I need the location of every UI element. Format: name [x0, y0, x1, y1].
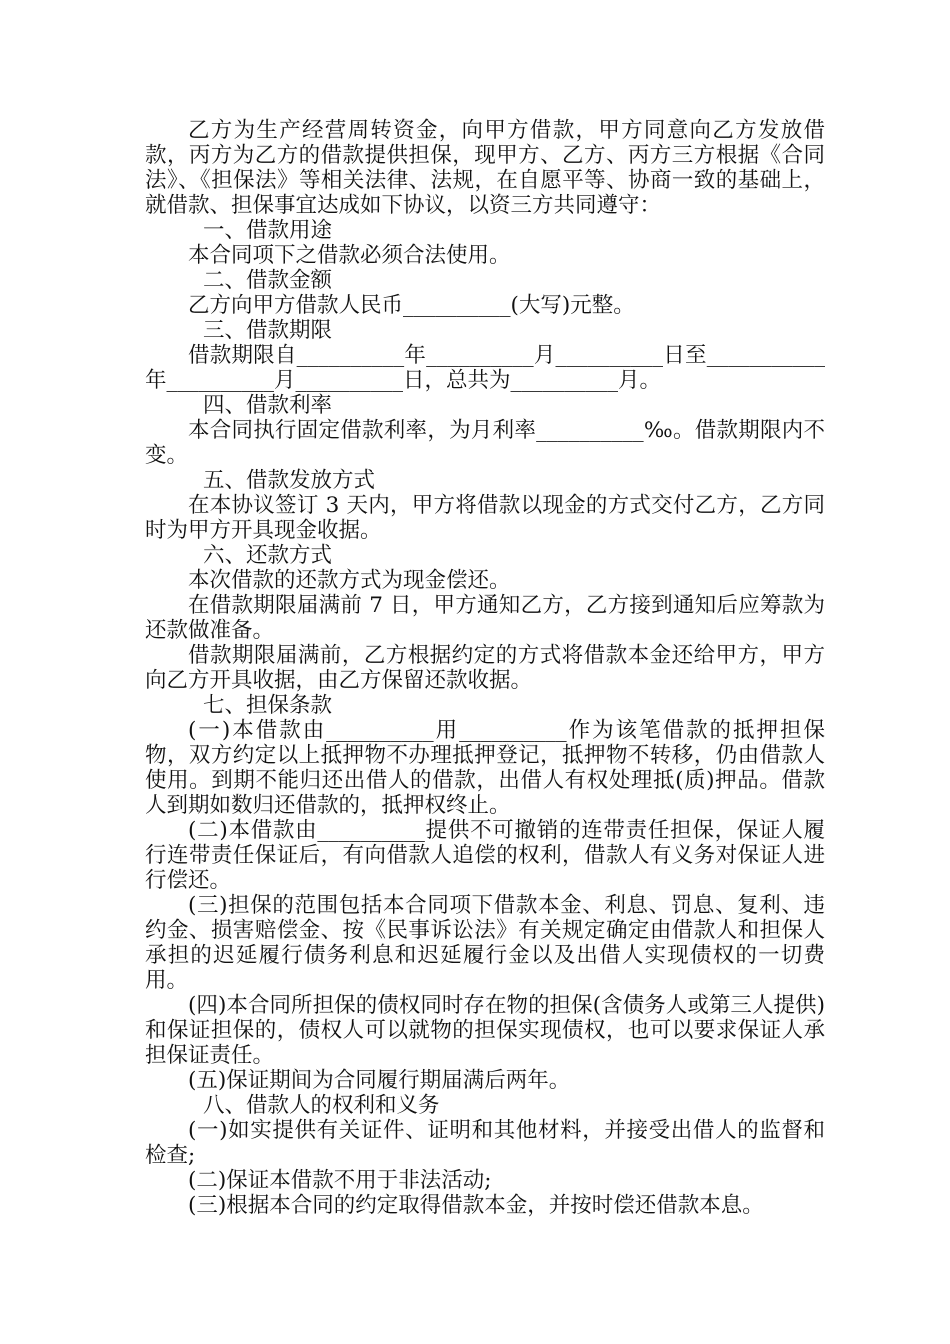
section-heading-interest: 四、借款利率 [203, 393, 333, 418]
preamble-paragraph: 乙方为生产经营周转资金，向甲方借款，甲方同意向乙方发放借款，丙方为乙方的借款提供担保，现甲方、乙方、丙方三方根据《合同法》、《担保法》等相关法律、法规，在自愿平等、协商一致的基础上，就借款、担保事宜达成如下协议，以资三方共同遵守： [145, 118, 825, 218]
contract-page [145, 118, 825, 1218]
interest-paragraph: 本合同执行固定借款利率，为月利率__________‰。借款期限内不变。 [145, 418, 825, 468]
borrower-right-1: (一)如实提供有关证件、证明和其他材料，并接受出借人的监督和检查; [145, 1118, 825, 1168]
amount-paragraph: 乙方向甲方借款人民币__________(大写)元整。 [188, 293, 635, 318]
section-heading-guarantee: 七、担保条款 [203, 693, 333, 718]
repayment-paragraph-2: 在借款期限届满前 7 日，甲方通知乙方，乙方接到通知后应筹款为还款做准备。 [145, 593, 825, 643]
section-heading-amount: 二、借款金额 [203, 268, 333, 293]
section-heading-purpose: 一、借款用途 [203, 218, 333, 243]
guarantee-clause-4: (四)本合同所担保的债权同时存在物的担保(含债务人或第三人提供)和保证担保的，债权人可以就物的担保实现债权，也可以要求保证人承担保证责任。 [145, 993, 825, 1068]
section-heading-term: 三、借款期限 [203, 318, 333, 343]
borrower-right-3: (三)根据本合同的约定取得借款本金，并按时偿还借款本息。 [188, 1193, 764, 1218]
repayment-paragraph-3: 借款期限届满前，乙方根据约定的方式将借款本金还给甲方，甲方向乙方开具收据，由乙方保留还款收据。 [145, 643, 825, 693]
guarantee-clause-1: (一)本借款由__________用__________作为该笔借款的抵押担保物，双方约定以上抵押物不办理抵押登记，抵押物不转移，仍由借款人使用。到期不能归还出借人的借款，出借人有权处理抵(质)押品。借款人到期如数归还借款的，抵押权终止。 [145, 718, 825, 818]
section-heading-repayment: 六、还款方式 [203, 543, 333, 568]
borrower-right-2: (二)保证本借款不用于非法活动; [188, 1168, 492, 1193]
guarantee-clause-2: (二)本借款由__________提供不可撤销的连带责任担保，保证人履行连带责任保证后，有向借款人追偿的权利，借款人有义务对保证人进行偿还。 [145, 818, 825, 893]
guarantee-clause-3: (三)担保的范围包括本合同项下借款本金、利息、罚息、复利、违约金、损害赔偿金、按《民事诉讼法》有关规定确定由借款人和担保人承担的迟延履行债务利息和迟延履行金以及出借人实现债权的一切费用。 [145, 893, 825, 993]
section-heading-borrower-rights: 八、借款人的权利和义务 [203, 1093, 440, 1118]
term-paragraph: 借款期限自__________年__________月__________日至___________年__________月__________日，总共为__________月。 [145, 343, 825, 393]
guarantee-clause-5: (五)保证期间为合同履行期届满后两年。 [188, 1068, 571, 1093]
disbursement-paragraph: 在本协议签订 3 天内，甲方将借款以现金的方式交付乙方，乙方同时为甲方开具现金收据。 [145, 493, 825, 543]
purpose-paragraph: 本合同项下之借款必须合法使用。 [188, 243, 511, 268]
repayment-paragraph-1: 本次借款的还款方式为现金偿还。 [188, 568, 511, 593]
section-heading-disbursement: 五、借款发放方式 [203, 468, 376, 493]
